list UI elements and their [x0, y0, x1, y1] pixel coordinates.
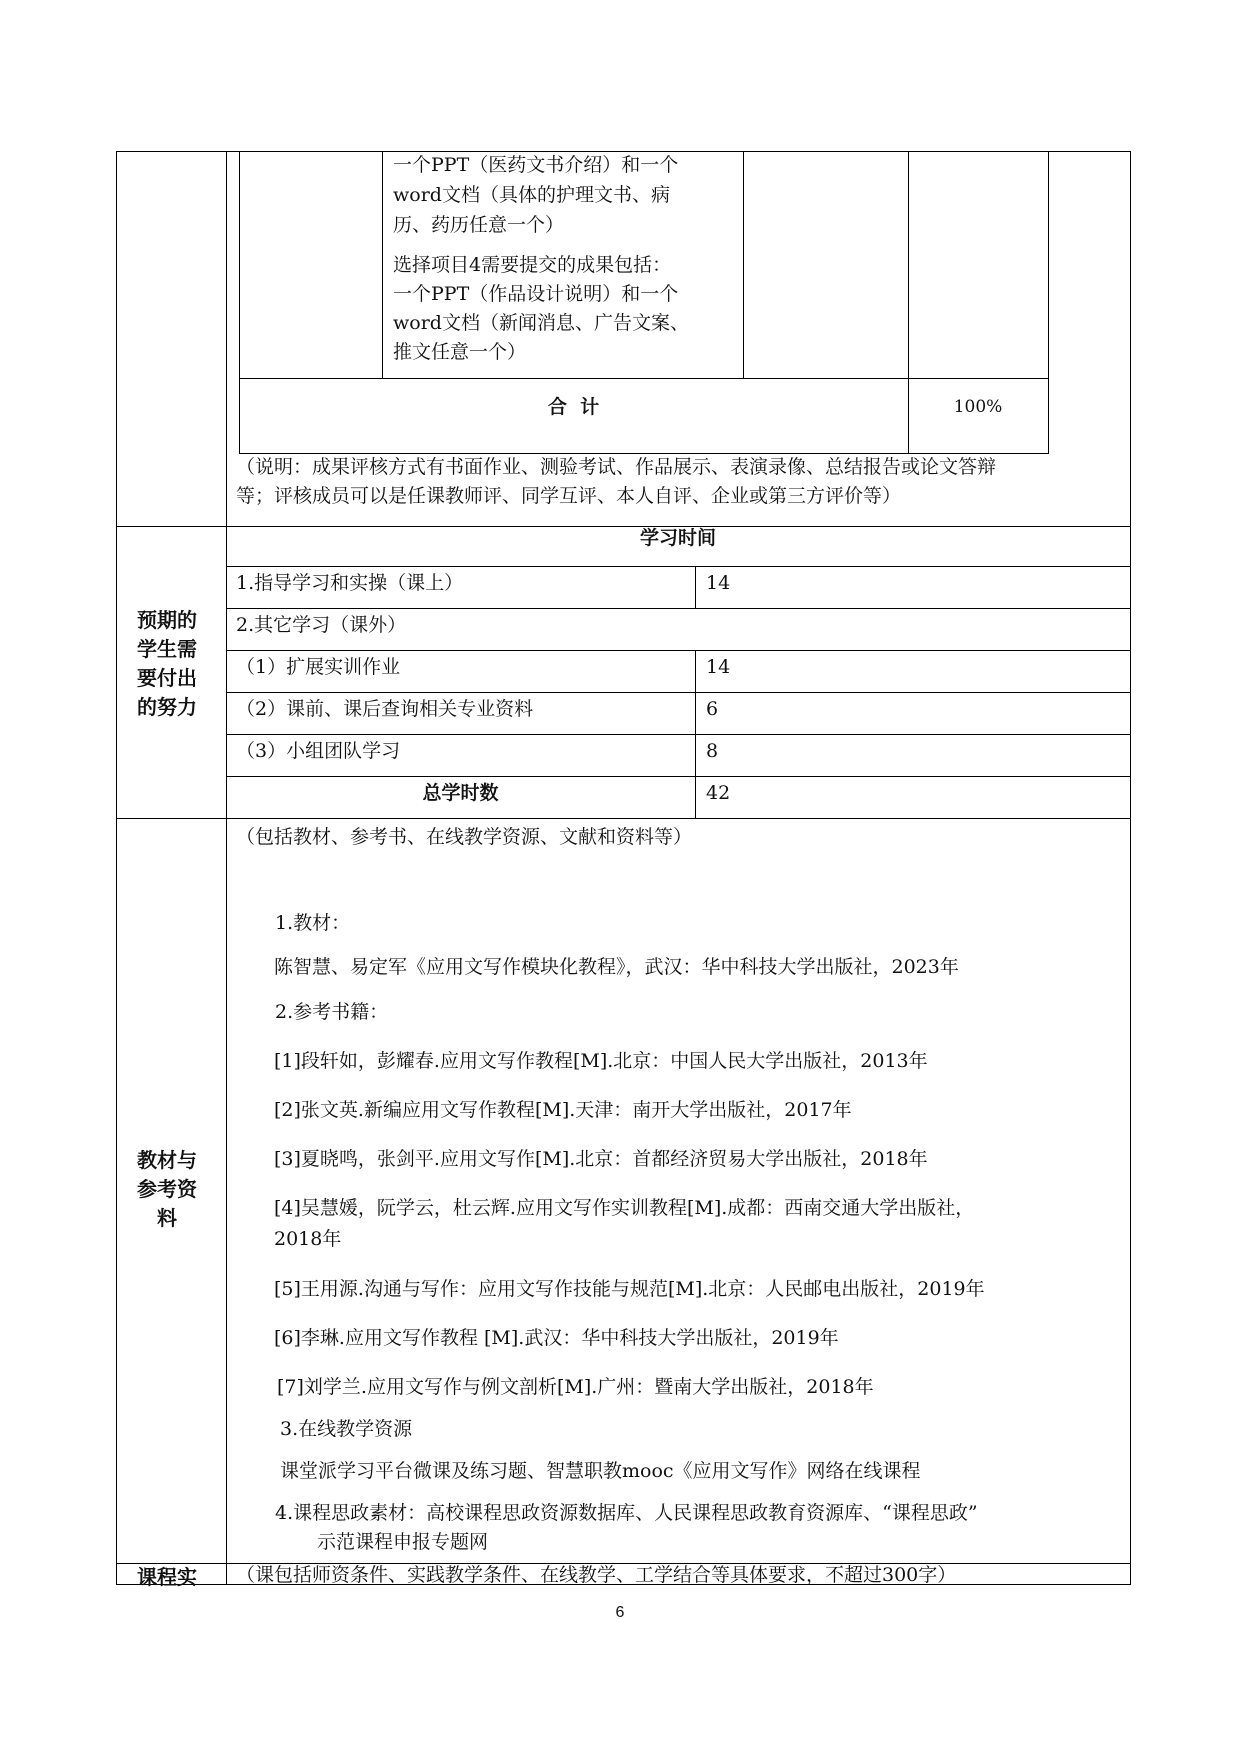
effort-row-line: [226, 566, 1131, 567]
online-resources: 课堂派学习平台微课及练习题、智慧职教mooc《应用文写作》网络在线课程: [280, 1460, 921, 1482]
assessment-cell-line: word文档（新闻消息、广告文案、: [393, 312, 689, 334]
assessment-cell-line: 一个PPT（医药文书介绍）和一个: [393, 154, 679, 176]
assessment-note-line: 等；评核成员可以是任课教师评、同学互评、本人自评、企业或第三方评价等）: [236, 485, 902, 507]
ideology-materials-cont: 示范课程申报专题网: [317, 1531, 489, 1553]
assessment-cell-line: 一个PPT（作品设计说明）和一个: [393, 283, 679, 305]
inner-table-col2: [382, 151, 383, 379]
reference-item: [5]王用源.沟通与写作：应用文写作技能与规范[M].北京：人民邮电出版社，2019年: [274, 1278, 985, 1300]
assessment-cell-line: 历、药历任意一个）: [393, 214, 565, 236]
effort-header: 学习时间: [639, 527, 716, 549]
effort-value-divider: [695, 650, 696, 818]
effort-row-line: [226, 608, 1131, 609]
effort-row-value: 14: [706, 656, 731, 678]
references-heading: 2.参考书籍：: [275, 1001, 389, 1023]
effort-row-line: [226, 734, 1131, 735]
row-divider-materials: [116, 818, 1131, 819]
effort-row-line: [226, 650, 1131, 651]
effort-row-line: [226, 776, 1131, 777]
label-column-divider: [226, 151, 227, 1585]
assessment-total-label: 合 计: [547, 396, 600, 418]
inner-table-row-divider: [239, 378, 1049, 379]
reference-item: [2]张文英.新编应用文写作教程[M].天津：南开大学出版社，2017年: [274, 1099, 852, 1121]
effort-row-value: 6: [706, 698, 719, 720]
page-number: 6: [615, 1604, 625, 1621]
ideology-materials: 4.课程思政素材：高校课程思政资源数据库、人民课程思政教育资源库、“课程思政”: [275, 1502, 978, 1524]
effort-row-line: [226, 692, 1131, 693]
effort-row-label: （2）课前、课后查询相关专业资料: [236, 698, 534, 720]
table-border-left: [116, 151, 117, 1585]
textbook-heading: 1.教材：: [275, 912, 351, 934]
effort-row-label: 2.其它学习（课外）: [236, 614, 407, 636]
reference-item: [1]段轩如，彭耀春.应用文写作教程[M].北京：中国人民大学出版社，2013年: [274, 1050, 928, 1072]
effort-row-label: （3）小组团队学习: [236, 740, 401, 762]
reference-item: 2018年: [274, 1228, 342, 1250]
materials-section-label: 教材与 参考资 料: [137, 1148, 197, 1230]
effort-total-value: 42: [706, 782, 731, 804]
implementation-text: （课包括师资条件、实践教学条件、在线教学、工学结合等具体要求，不超过300字）: [236, 1564, 957, 1586]
effort-value-divider: [695, 566, 696, 608]
inner-table-col3: [743, 151, 744, 379]
inner-table-right: [1048, 151, 1049, 454]
assessment-note-line: （说明：成果评核方式有书面作业、测验考试、作品展示、表演录像、总结报告或论文答辩: [236, 456, 997, 478]
implementation-section-label: 课程实: [137, 1565, 197, 1589]
online-heading: 3.在线教学资源: [280, 1418, 413, 1440]
assessment-cell-line: 推文任意一个）: [393, 341, 527, 363]
assessment-total-value: 100%: [953, 397, 1003, 417]
effort-section-label: 预期的 学生需 要付出 的努力: [137, 608, 197, 719]
effort-row-label: （1）扩展实训作业: [236, 656, 401, 678]
effort-row-value: 14: [706, 572, 731, 594]
reference-item: [6]李琳.应用文写作教程 [M].武汉：华中科技大学出版社，2019年: [274, 1327, 839, 1349]
assessment-cell-line: 选择项目4需要提交的成果包括：: [393, 254, 672, 276]
assessment-cell-line: word文档（具体的护理文书、病: [393, 184, 670, 206]
reference-item: [7]刘学兰.应用文写作与例文剖析[M].广州：暨南大学出版社，2018年: [277, 1376, 874, 1398]
table-border-right: [1130, 151, 1131, 1585]
effort-total-label: 总学时数: [422, 782, 499, 804]
reference-item: [3]夏晓鸣，张剑平.应用文写作[M].北京：首都经济贸易大学出版社，2018年: [274, 1148, 928, 1170]
effort-row-value: 8: [706, 740, 719, 762]
textbook-entry: 陈智慧、易定军《应用文写作模块化教程》，武汉：华中科技大学出版社，2023年: [274, 956, 959, 978]
reference-item: [4]吴慧媛，阮学云，杜云辉.应用文写作实训教程[M].成都：西南交通大学出版社，: [274, 1197, 975, 1219]
effort-row-label: 1.指导学习和实操（课上）: [236, 572, 464, 594]
materials-intro: （包括教材、参考书、在线教学资源、文献和资料等）: [236, 826, 693, 848]
